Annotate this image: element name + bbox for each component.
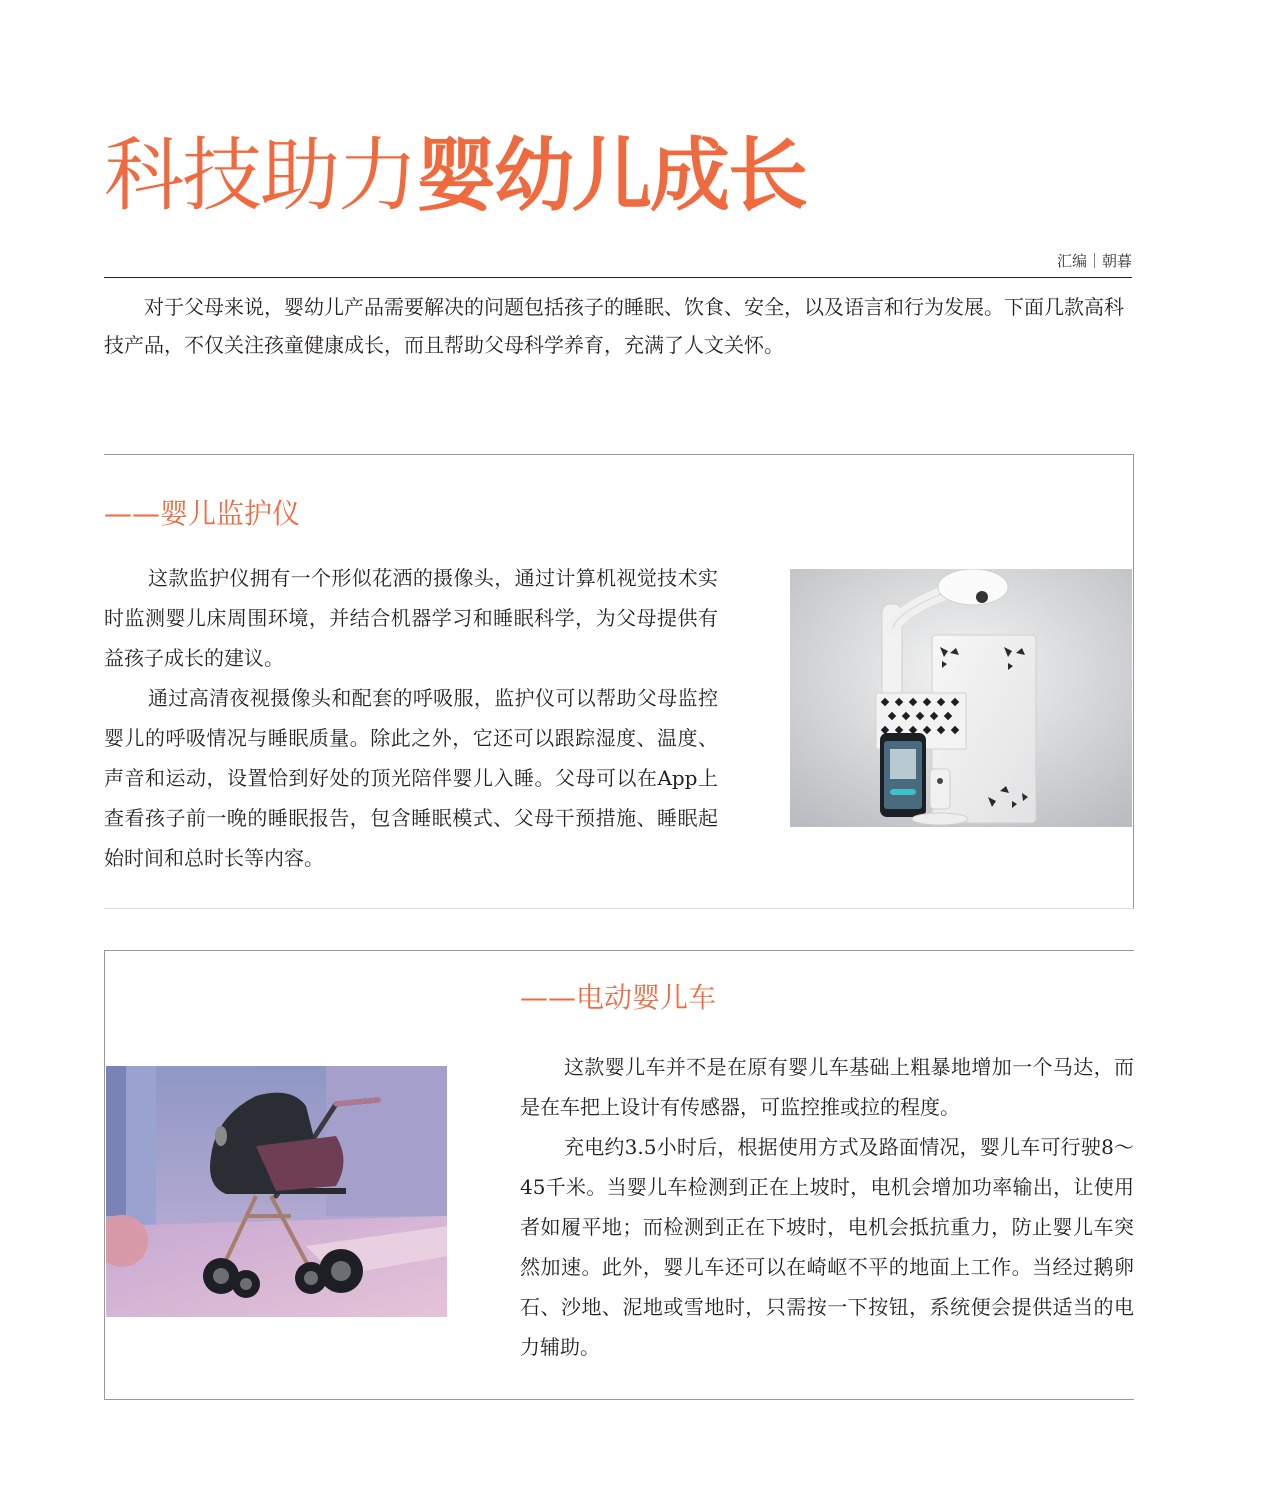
section-body-stroller	[520, 1047, 1134, 1367]
baby-monitor-photo	[790, 569, 1132, 827]
paragraph: 这款婴儿车并不是在原有婴儿车基础上粗暴地增加一个马达，而是在车把上设计有传感器，可监控推或拉的程度。	[520, 1055, 1134, 1119]
page-title	[104, 128, 806, 224]
title-bold: 婴幼儿成长	[416, 129, 806, 222]
paragraph: 通过高清夜视摄像头和配套的呼吸服，监护仪可以帮助父母监控婴儿的呼吸情况与睡眠质量。除此之外，它还可以跟踪湿度、温度、声音和运动，设置恰到好处的顶光陪伴婴儿入睡。父母可以在App上查看孩子前一晚的睡眠报告，包含睡眠模式、父母干预措施、睡眠起始时间和总时长等内容。	[104, 686, 718, 870]
title-light: 科技助力	[104, 129, 416, 222]
section-body-monitor	[104, 558, 718, 878]
section-title-monitor: ——婴儿监护仪	[104, 497, 301, 530]
baby-monitor-illustration	[790, 569, 1132, 827]
credit-line: 汇编｜朝暮	[1056, 252, 1132, 270]
paragraph: 充电约3.5小时后，根据使用方式及路面情况，婴儿车可行驶8～45千米。当婴儿车检测到正在上坡时，电机会增加功率输出，让使用者如履平地；而检测到正在下坡时，电机会抵抗重力，防止婴儿车突然加速。此外，婴儿车还可以在崎岖不平的地面上工作。当经过鹅卵石、沙地、泥地或雪地时，只需按一下按钮，系统便会提供适当的电力辅助。	[520, 1135, 1134, 1359]
stroller-illustration	[106, 1066, 447, 1317]
stroller-photo	[106, 1066, 447, 1317]
section-title-stroller: ——电动婴儿车	[520, 981, 717, 1014]
header-divider	[104, 277, 1132, 278]
intro-paragraph: 对于父母来说，婴幼儿产品需要解决的问题包括孩子的睡眠、饮食、安全，以及语言和行为发展。下面几款高科技产品，不仅关注孩童健康成长，而且帮助父母科学养育，充满了人文关怀。	[104, 295, 1124, 357]
paragraph: 这款监护仪拥有一个形似花洒的摄像头，通过计算机视觉技术实时监测婴儿床周围环境，并结合机器学习和睡眠科学，为父母提供有益孩子成长的建议。	[104, 566, 718, 670]
